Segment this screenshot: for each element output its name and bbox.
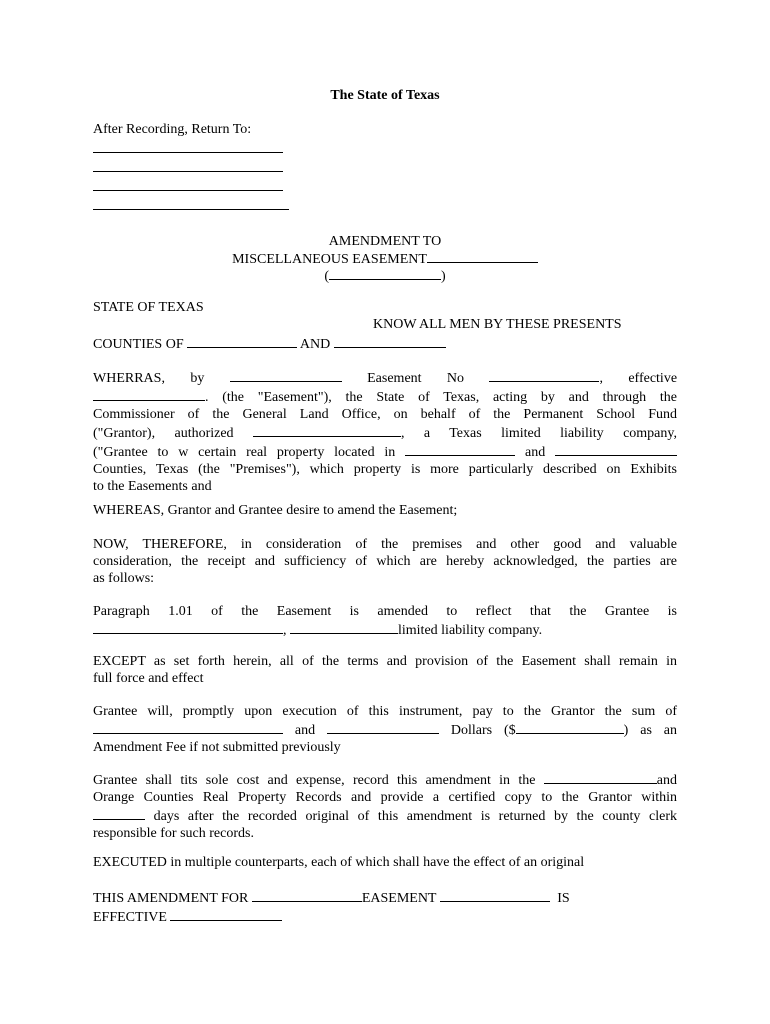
blank bbox=[93, 387, 205, 401]
blank bbox=[489, 368, 599, 382]
text: ("Grantor), authorized bbox=[93, 426, 234, 441]
easement-number-blank bbox=[329, 266, 441, 280]
whereas-paragraph-1 bbox=[93, 368, 677, 495]
whereas-line-3: Commissioner of the General Land Office, on behalf of the Permanent School Fund bbox=[93, 407, 677, 422]
whereas-line-5 bbox=[93, 442, 677, 461]
counties-label: COUNTIES OF bbox=[93, 337, 184, 352]
text bbox=[253, 426, 677, 441]
blank bbox=[170, 907, 282, 921]
return-to-label: After Recording, Return To: bbox=[93, 122, 252, 137]
text: consideration, the receipt and sufficiency of which are hereby acknowledged, the parties are bbox=[93, 554, 677, 569]
text: EASEMENT bbox=[361, 891, 437, 906]
blank bbox=[327, 720, 439, 734]
text: , a Texas limited liability company, bbox=[400, 426, 677, 441]
blank bbox=[290, 620, 398, 634]
text: , bbox=[283, 623, 287, 638]
text: and bbox=[656, 773, 677, 788]
blank bbox=[555, 442, 677, 456]
text: EFFECTIVE bbox=[93, 910, 167, 925]
blank bbox=[93, 720, 283, 734]
record-line-3 bbox=[93, 806, 677, 825]
blank bbox=[230, 368, 342, 382]
whereas-line-2 bbox=[93, 387, 677, 406]
county-blank-1 bbox=[187, 334, 297, 348]
paragraph-amendment bbox=[93, 603, 677, 639]
except-paragraph bbox=[93, 653, 677, 687]
blank bbox=[93, 620, 283, 634]
executed-paragraph bbox=[93, 854, 677, 871]
heading-line-3: ( ) bbox=[0, 266, 770, 285]
text: responsible for such records. bbox=[93, 826, 254, 841]
text: as follows: bbox=[93, 571, 155, 586]
document-title: The State of Texas bbox=[330, 88, 440, 103]
state-label: STATE OF TEXAS bbox=[93, 300, 204, 315]
paragraph-line-2 bbox=[93, 620, 677, 639]
know-all-men: KNOW ALL MEN BY THESE PRESENTS bbox=[373, 317, 622, 332]
text: Grantee shall tits sole cost and expense, record this amendment in the bbox=[93, 773, 536, 788]
whereas2-text: WHEREAS, Grantor and Grantee desire to amend the Easement; bbox=[93, 503, 458, 518]
record-paragraph bbox=[93, 770, 677, 842]
counties-and: AND bbox=[299, 337, 331, 352]
text: THIS AMENDMENT FOR bbox=[93, 891, 249, 906]
text: Grantee will, promptly upon execution of this instrument, pay to the Grantor the sum of bbox=[93, 704, 677, 719]
whereas-line-4 bbox=[93, 423, 677, 442]
county-blank-2 bbox=[334, 334, 446, 348]
text: Amendment Fee if not submitted previously bbox=[93, 740, 341, 755]
heading-easement: MISCELLANEOUS EASEMENT bbox=[232, 252, 427, 267]
text: and bbox=[524, 445, 546, 460]
text: full force and effect bbox=[93, 671, 204, 686]
record-line-1 bbox=[93, 770, 677, 789]
return-address-line bbox=[93, 152, 283, 153]
return-address-line bbox=[93, 209, 283, 210]
text: IS bbox=[557, 891, 570, 906]
blank bbox=[405, 442, 515, 456]
text: by bbox=[190, 371, 205, 386]
effective-line-2 bbox=[93, 907, 677, 926]
text: EXCEPT as set forth herein, all of the terms and provision of the Easement shall remain in bbox=[93, 654, 677, 669]
blank bbox=[516, 720, 624, 734]
heading-line-1: AMENDMENT TO bbox=[328, 234, 442, 249]
blank bbox=[544, 770, 657, 784]
blank bbox=[252, 888, 362, 902]
return-address-line bbox=[93, 171, 283, 172]
whereas-paragraph-2 bbox=[93, 502, 677, 519]
text bbox=[489, 371, 603, 386]
easement-blank bbox=[427, 249, 538, 263]
return-address-line-tick bbox=[283, 209, 289, 210]
fee-paragraph bbox=[93, 703, 677, 756]
text: limited liability company. bbox=[398, 623, 543, 638]
text: Paragraph 1.01 of the Easement is amended to reflect that the Grantee is bbox=[93, 604, 677, 619]
effective-paragraph bbox=[93, 888, 677, 926]
whereas-line-1 bbox=[93, 368, 677, 387]
text: , bbox=[599, 371, 603, 386]
counties-line bbox=[93, 334, 446, 353]
text bbox=[544, 773, 677, 788]
text: ) as an bbox=[623, 723, 677, 738]
text: Orange Counties Real Property Records and provide a certified copy to the Grantor within bbox=[93, 790, 677, 805]
text: effective bbox=[628, 371, 678, 386]
text: WHERRAS, bbox=[93, 371, 165, 386]
whereas-line-6: Counties, Texas (the "Premises"), which property is more particularly described on Exhibits bbox=[93, 462, 677, 477]
blank bbox=[253, 423, 401, 437]
blank bbox=[93, 806, 145, 820]
text: and bbox=[294, 723, 316, 738]
text: ("Grantee to w certain real property located in bbox=[93, 445, 396, 460]
blank bbox=[440, 888, 550, 902]
now-therefore-paragraph bbox=[93, 536, 677, 587]
text: Easement No bbox=[367, 371, 465, 386]
effective-line-1 bbox=[93, 888, 677, 907]
text bbox=[451, 723, 677, 738]
fee-line-2 bbox=[93, 720, 677, 739]
text: days after the recorded original of this amendment is returned by the county clerk bbox=[153, 809, 677, 824]
text: EXECUTED in multiple counterparts, each of which shall have the effect of an original bbox=[93, 855, 585, 870]
text: . (the "Easement"), the State of Texas, acting by and through the bbox=[205, 390, 677, 405]
text: NOW, THEREFORE, in consideration of the premises and other good and valuable bbox=[93, 537, 677, 552]
return-address-line bbox=[93, 190, 283, 191]
text: Dollars ($ bbox=[450, 723, 516, 738]
whereas-line-7: to the Easements and bbox=[93, 479, 212, 494]
